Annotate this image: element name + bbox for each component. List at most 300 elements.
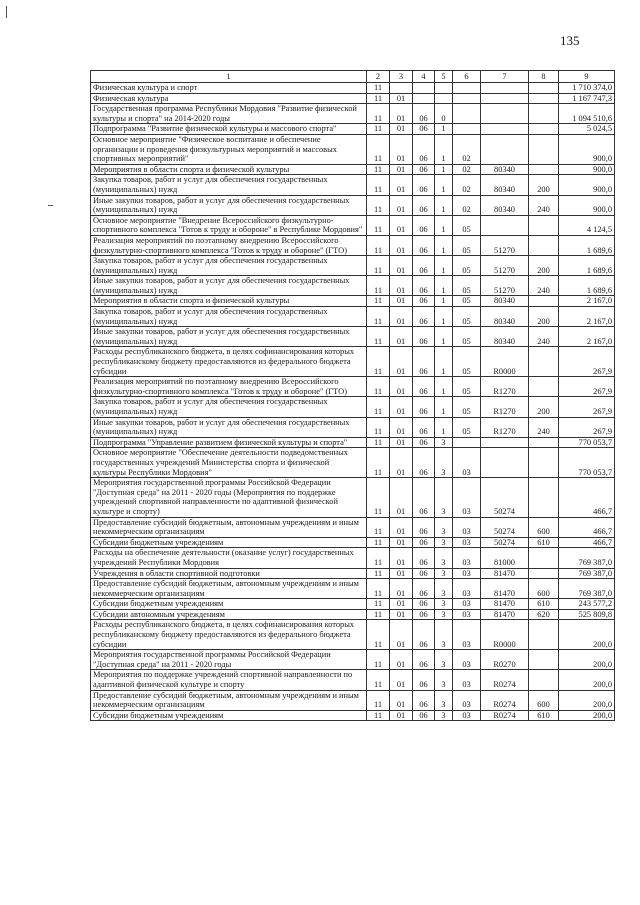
row-code-cell: 11 (367, 215, 390, 235)
row-name-cell: Иные закупки товаров, работ и услуг для обеспечения государственных (муниципальных) нужд (91, 327, 367, 347)
row-name-cell: Учреждения в области спортивной подготовки (91, 568, 367, 579)
row-code-cell: 06 (413, 276, 435, 296)
row-code-cell: 06 (413, 548, 435, 568)
row-code-cell: 01 (390, 478, 413, 517)
row-code-cell: 05 (453, 347, 481, 377)
row-amount-cell: 1 094 510,6 (559, 104, 615, 124)
row-code-cell: 06 (413, 710, 435, 721)
row-code-cell: 1 (435, 124, 453, 135)
column-header: 2 (367, 71, 390, 83)
row-code-cell: 1 (435, 327, 453, 347)
table-row (91, 478, 615, 517)
row-code-cell (529, 104, 559, 124)
row-code-cell (529, 620, 559, 650)
page-number: 135 (560, 33, 580, 48)
row-code-cell: 1 (435, 417, 453, 437)
row-code-cell: 06 (413, 397, 435, 417)
row-code-cell: 11 (367, 517, 390, 537)
row-code-cell: 06 (413, 599, 435, 610)
row-code-cell: 05 (453, 276, 481, 296)
row-code-cell: 11 (367, 548, 390, 568)
row-code-cell: 03 (453, 690, 481, 710)
row-code-cell: 01 (390, 175, 413, 195)
row-amount-cell: 2 167,0 (559, 296, 615, 307)
table-row (91, 690, 615, 710)
row-amount-cell: 900,0 (559, 164, 615, 175)
row-code-cell: 610 (529, 710, 559, 721)
row-code-cell: 06 (413, 650, 435, 670)
row-code-cell: 05 (453, 215, 481, 235)
row-code-cell: 01 (390, 579, 413, 599)
row-code-cell: 06 (413, 437, 435, 448)
row-code-cell: 600 (529, 690, 559, 710)
table-row (91, 609, 615, 620)
row-code-cell (413, 93, 435, 104)
row-code-cell: 3 (435, 599, 453, 610)
row-code-cell: 05 (453, 397, 481, 417)
row-code-cell: 80340 (481, 195, 529, 215)
row-amount-cell: 525 809,8 (559, 609, 615, 620)
row-code-cell (453, 124, 481, 135)
row-name-cell: Субсидии автономным учреждениям (91, 609, 367, 620)
row-code-cell: 620 (529, 609, 559, 620)
row-code-cell: 11 (367, 93, 390, 104)
scan-edge-mark (48, 205, 53, 206)
table-row (91, 124, 615, 135)
row-code-cell: 11 (367, 417, 390, 437)
row-code-cell: 11 (367, 377, 390, 397)
row-code-cell: 1 (435, 164, 453, 175)
row-code-cell: 01 (390, 134, 413, 164)
row-code-cell (481, 134, 529, 164)
row-code-cell: 02 (453, 164, 481, 175)
row-code-cell: 0 (435, 104, 453, 124)
row-code-cell: 01 (390, 347, 413, 377)
row-code-cell: 03 (453, 448, 481, 478)
row-amount-cell: 2 167,0 (559, 307, 615, 327)
row-name-cell: Подпрограмма "Развитие физической культуры и массового спорта" (91, 124, 367, 135)
row-name-cell: Физическая культура и спорт (91, 83, 367, 94)
table-row (91, 256, 615, 276)
row-code-cell: 11 (367, 195, 390, 215)
row-code-cell: 3 (435, 710, 453, 721)
row-code-cell: 3 (435, 448, 453, 478)
row-name-cell: Закупка товаров, работ и услуг для обеспечения государственных (муниципальных) нужд (91, 307, 367, 327)
row-code-cell: 81470 (481, 609, 529, 620)
table-row (91, 448, 615, 478)
row-code-cell: 11 (367, 134, 390, 164)
row-code-cell (453, 93, 481, 104)
row-name-cell: Субсидии бюджетным учреждениям (91, 599, 367, 610)
row-code-cell: R1270 (481, 377, 529, 397)
row-code-cell (529, 215, 559, 235)
row-code-cell: 11 (367, 620, 390, 650)
row-amount-cell: 243 577,2 (559, 599, 615, 610)
table-row (91, 568, 615, 579)
row-code-cell: 01 (390, 377, 413, 397)
row-code-cell: 06 (413, 307, 435, 327)
row-amount-cell: 900,0 (559, 134, 615, 164)
row-code-cell (481, 215, 529, 235)
row-code-cell: 3 (435, 690, 453, 710)
row-code-cell: 06 (413, 517, 435, 537)
row-code-cell (529, 377, 559, 397)
row-name-cell: Мероприятия государственной программы Российской Федерации "Доступная среда" на 2011 - 2020 годы (91, 650, 367, 670)
column-header: 6 (453, 71, 481, 83)
row-code-cell: 05 (453, 256, 481, 276)
row-code-cell: 11 (367, 296, 390, 307)
table-row (91, 175, 615, 195)
row-code-cell: 3 (435, 537, 453, 548)
row-code-cell: 06 (413, 134, 435, 164)
table-row (91, 215, 615, 235)
row-code-cell: 01 (390, 517, 413, 537)
row-code-cell: 3 (435, 579, 453, 599)
row-code-cell: 51270 (481, 276, 529, 296)
row-code-cell: 06 (413, 568, 435, 579)
row-name-cell: Расходы республиканского бюджета, в целях софинансирования которых республиканскому бюджету предоставляются из федерального бюджета субсидии (91, 347, 367, 377)
row-code-cell: 11 (367, 327, 390, 347)
row-code-cell: 11 (367, 276, 390, 296)
row-code-cell: 11 (367, 670, 390, 690)
row-code-cell: 01 (390, 397, 413, 417)
row-code-cell: 11 (367, 397, 390, 417)
row-amount-cell: 769 387,0 (559, 568, 615, 579)
scan-edge-mark (6, 6, 7, 18)
table-row (91, 710, 615, 721)
row-code-cell: 06 (413, 690, 435, 710)
row-code-cell: 03 (453, 670, 481, 690)
row-code-cell: 01 (390, 276, 413, 296)
row-code-cell: 11 (367, 579, 390, 599)
row-code-cell: 240 (529, 327, 559, 347)
row-code-cell: 01 (390, 93, 413, 104)
row-amount-cell: 1 689,6 (559, 235, 615, 255)
row-code-cell: 01 (390, 124, 413, 135)
row-code-cell: 11 (367, 710, 390, 721)
table-row (91, 417, 615, 437)
row-code-cell: 3 (435, 517, 453, 537)
row-amount-cell: 466,7 (559, 478, 615, 517)
row-amount-cell: 200,0 (559, 690, 615, 710)
row-code-cell: 50274 (481, 537, 529, 548)
row-code-cell: 01 (390, 307, 413, 327)
row-code-cell: 06 (413, 620, 435, 650)
row-code-cell: 1 (435, 276, 453, 296)
row-code-cell: 01 (390, 537, 413, 548)
row-code-cell: 06 (413, 417, 435, 437)
row-code-cell (481, 83, 529, 94)
row-code-cell: 01 (390, 195, 413, 215)
row-code-cell: 03 (453, 579, 481, 599)
row-code-cell: 06 (413, 104, 435, 124)
row-code-cell: 610 (529, 599, 559, 610)
row-code-cell: 200 (529, 397, 559, 417)
row-amount-cell: 5 024,5 (559, 124, 615, 135)
row-code-cell: 3 (435, 650, 453, 670)
row-code-cell: 01 (390, 710, 413, 721)
column-header: 4 (413, 71, 435, 83)
row-code-cell: 11 (367, 690, 390, 710)
row-amount-cell: 1 689,6 (559, 276, 615, 296)
row-code-cell (481, 437, 529, 448)
table-row (91, 670, 615, 690)
table-row (91, 537, 615, 548)
row-code-cell (529, 650, 559, 670)
row-amount-cell: 200,0 (559, 620, 615, 650)
row-code-cell (453, 83, 481, 94)
row-code-cell (481, 93, 529, 104)
row-name-cell: Предоставление субсидий бюджетным, автономным учреждениям и иным некоммерческим организациям (91, 579, 367, 599)
row-code-cell: 80340 (481, 175, 529, 195)
row-code-cell: 81470 (481, 599, 529, 610)
row-amount-cell: 2 167,0 (559, 327, 615, 347)
row-code-cell: 240 (529, 417, 559, 437)
table-row (91, 296, 615, 307)
row-code-cell: 06 (413, 124, 435, 135)
row-code-cell: 01 (390, 670, 413, 690)
row-name-cell: Подпрограмма "Управление развитием физической культуры и спорта" (91, 437, 367, 448)
row-name-cell: Закупка товаров, работ и услуг для обеспечения государственных (муниципальных) нужд (91, 397, 367, 417)
row-name-cell: Мероприятия в области спорта и физической культуры (91, 164, 367, 175)
row-code-cell: 600 (529, 517, 559, 537)
row-name-cell: Основное мероприятие "Обеспечение деятельности подведомственных государственных учреждений Министерства спорта и физической культуры Республики Мордовия" (91, 448, 367, 478)
row-amount-cell: 1 689,6 (559, 256, 615, 276)
row-code-cell (529, 93, 559, 104)
row-amount-cell: 466,7 (559, 517, 615, 537)
table-row (91, 548, 615, 568)
row-amount-cell: 267,9 (559, 377, 615, 397)
row-code-cell: 200 (529, 256, 559, 276)
row-code-cell: 240 (529, 276, 559, 296)
row-code-cell: R0274 (481, 670, 529, 690)
row-code-cell (529, 448, 559, 478)
row-code-cell: 01 (390, 296, 413, 307)
table-row (91, 307, 615, 327)
row-name-cell: Расходы республиканского бюджета, в целях софинансирования которых республиканскому бюджету предоставляются из федерального бюджета субсидии (91, 620, 367, 650)
row-code-cell: 05 (453, 377, 481, 397)
row-name-cell: Основное мероприятие "Физическое воспитание и обеспечение организации и проведения физкультурных мероприятий и массовых спортивных мероприятий" (91, 134, 367, 164)
row-code-cell (435, 93, 453, 104)
row-name-cell: Предоставление субсидий бюджетным, автономным учреждениям и иным некоммерческим организациям (91, 517, 367, 537)
row-code-cell (529, 134, 559, 164)
row-code-cell: 06 (413, 537, 435, 548)
table-body (91, 71, 615, 721)
table-row (91, 93, 615, 104)
row-code-cell: 50274 (481, 478, 529, 517)
row-code-cell: 06 (413, 448, 435, 478)
table-row (91, 327, 615, 347)
row-code-cell: 81470 (481, 568, 529, 579)
row-code-cell: 01 (390, 568, 413, 579)
row-code-cell: 3 (435, 620, 453, 650)
column-header: 3 (390, 71, 413, 83)
row-code-cell: 03 (453, 517, 481, 537)
row-code-cell: 11 (367, 650, 390, 670)
row-code-cell: 1 (435, 134, 453, 164)
row-code-cell: 05 (453, 327, 481, 347)
row-code-cell: 05 (453, 417, 481, 437)
row-amount-cell: 769 387,0 (559, 579, 615, 599)
row-code-cell: 11 (367, 235, 390, 255)
row-code-cell: 3 (435, 609, 453, 620)
row-code-cell: R0274 (481, 710, 529, 721)
row-code-cell: 51270 (481, 235, 529, 255)
table-row (91, 650, 615, 670)
column-header: 5 (435, 71, 453, 83)
row-code-cell: 600 (529, 579, 559, 599)
row-name-cell: Основное мероприятие "Внедрение Всероссийского физкультурно-спортивного комплекса "Готов к труду и обороне" в Республике Мордовия" (91, 215, 367, 235)
row-name-cell: Закупка товаров, работ и услуг для обеспечения государственных (муниципальных) нужд (91, 256, 367, 276)
row-code-cell: 01 (390, 437, 413, 448)
row-code-cell: R0274 (481, 690, 529, 710)
row-code-cell: 03 (453, 650, 481, 670)
row-code-cell: 11 (367, 175, 390, 195)
column-header: 1 (91, 71, 367, 83)
table-row (91, 397, 615, 417)
row-name-cell: Иные закупки товаров, работ и услуг для обеспечения государственных (муниципальных) нужд (91, 276, 367, 296)
row-code-cell: 3 (435, 568, 453, 579)
row-amount-cell: 770 053,7 (559, 437, 615, 448)
row-code-cell (453, 104, 481, 124)
row-code-cell: 03 (453, 710, 481, 721)
row-name-cell: Мероприятия государственной программы Российской Федерации "Доступная среда" на 2011 - 2020 годы (Мероприятия по поддержке учреждений спортивной направленности по адаптивной физической культуре и спорту) (91, 478, 367, 517)
row-amount-cell: 1 167 747,3 (559, 93, 615, 104)
row-amount-cell: 4 124,5 (559, 215, 615, 235)
row-name-cell: Реализация мероприятий по поэтапному внедрению Всероссийского физкультурно-спортивного комплекса "Готов к труду и обороне" (ГТО) (91, 235, 367, 255)
row-code-cell (529, 548, 559, 568)
row-code-cell: R1270 (481, 417, 529, 437)
row-name-cell: Государственная программа Республики Мордовия "Развитие физической культуры и спорта" на 2014-2020 годы (91, 104, 367, 124)
row-code-cell: 81470 (481, 579, 529, 599)
row-code-cell: 01 (390, 215, 413, 235)
row-name-cell: Закупка товаров, работ и услуг для обеспечения государственных (муниципальных) нужд (91, 175, 367, 195)
row-code-cell: 06 (413, 235, 435, 255)
row-code-cell: 11 (367, 448, 390, 478)
row-code-cell: 01 (390, 327, 413, 347)
row-code-cell: 02 (453, 195, 481, 215)
row-code-cell: 51270 (481, 256, 529, 276)
row-code-cell: 200 (529, 175, 559, 195)
table-row (91, 235, 615, 255)
row-name-cell: Субсидии бюджетным учреждениям (91, 537, 367, 548)
row-code-cell: 06 (413, 296, 435, 307)
row-code-cell: 06 (413, 215, 435, 235)
row-code-cell: 80340 (481, 327, 529, 347)
row-code-cell: 06 (413, 164, 435, 175)
row-code-cell: 06 (413, 195, 435, 215)
row-code-cell: 06 (413, 256, 435, 276)
row-code-cell: 05 (453, 296, 481, 307)
row-code-cell: 3 (435, 548, 453, 568)
row-code-cell: 81000 (481, 548, 529, 568)
table-row (91, 620, 615, 650)
row-code-cell: 01 (390, 417, 413, 437)
row-code-cell: 06 (413, 327, 435, 347)
row-amount-cell: 200,0 (559, 670, 615, 690)
row-code-cell: 11 (367, 307, 390, 327)
row-code-cell: 11 (367, 256, 390, 276)
row-code-cell: R0000 (481, 620, 529, 650)
table-row (91, 195, 615, 215)
row-code-cell: 11 (367, 537, 390, 548)
row-code-cell: 02 (453, 134, 481, 164)
row-code-cell: 01 (390, 164, 413, 175)
row-code-cell (481, 448, 529, 478)
row-code-cell: 06 (413, 478, 435, 517)
column-header: 9 (559, 71, 615, 83)
row-code-cell: 01 (390, 650, 413, 670)
row-code-cell: 01 (390, 104, 413, 124)
row-amount-cell: 900,0 (559, 195, 615, 215)
row-name-cell: Мероприятия по поддержке учреждений спортивной направленности по адаптивной физической культуре и спорту (91, 670, 367, 690)
table-row (91, 83, 615, 94)
row-code-cell: 06 (413, 347, 435, 377)
row-code-cell: R1270 (481, 397, 529, 417)
row-name-cell: Физическая культура (91, 93, 367, 104)
table-row (91, 164, 615, 175)
row-code-cell: 03 (453, 478, 481, 517)
row-code-cell: 200 (529, 307, 559, 327)
row-code-cell (529, 164, 559, 175)
row-code-cell: 11 (367, 478, 390, 517)
row-amount-cell: 1 710 374,0 (559, 83, 615, 94)
row-amount-cell: 200,0 (559, 710, 615, 721)
row-code-cell: 1 (435, 377, 453, 397)
row-name-cell: Реализация мероприятий по поэтапному внедрению Всероссийского физкультурно-спортивного комплекса "Готов к труду и обороне" (ГТО) (91, 377, 367, 397)
row-code-cell: 02 (453, 175, 481, 195)
row-code-cell: 1 (435, 397, 453, 417)
row-amount-cell: 267,9 (559, 417, 615, 437)
row-code-cell: 3 (435, 670, 453, 690)
row-code-cell: 01 (390, 235, 413, 255)
table-row (91, 104, 615, 124)
row-code-cell: R0270 (481, 650, 529, 670)
row-code-cell: 11 (367, 347, 390, 377)
row-code-cell: 80340 (481, 164, 529, 175)
table-row (91, 579, 615, 599)
row-amount-cell: 770 053,7 (559, 448, 615, 478)
row-amount-cell: 267,9 (559, 347, 615, 377)
table-row (91, 377, 615, 397)
row-code-cell: 80340 (481, 307, 529, 327)
table-row (91, 599, 615, 610)
row-amount-cell: 200,0 (559, 650, 615, 670)
row-code-cell: 01 (390, 548, 413, 568)
row-code-cell: 3 (435, 437, 453, 448)
row-code-cell (529, 478, 559, 517)
row-name-cell: Иные закупки товаров, работ и услуг для обеспечения государственных (муниципальных) нужд (91, 195, 367, 215)
column-header: 7 (481, 71, 529, 83)
row-code-cell: 01 (390, 620, 413, 650)
row-code-cell: 1 (435, 235, 453, 255)
row-code-cell: 11 (367, 568, 390, 579)
row-code-cell (413, 83, 435, 94)
row-code-cell: R0000 (481, 347, 529, 377)
column-header-row (91, 71, 615, 83)
row-amount-cell: 466,7 (559, 537, 615, 548)
row-code-cell: 06 (413, 609, 435, 620)
row-code-cell: 240 (529, 195, 559, 215)
row-code-cell (453, 437, 481, 448)
row-code-cell: 05 (453, 307, 481, 327)
row-name-cell: Мероприятия в области спорта и физической культуры (91, 296, 367, 307)
table-row (91, 437, 615, 448)
row-code-cell (529, 124, 559, 135)
row-code-cell: 1 (435, 256, 453, 276)
row-code-cell: 05 (453, 235, 481, 255)
row-code-cell: 11 (367, 83, 390, 94)
